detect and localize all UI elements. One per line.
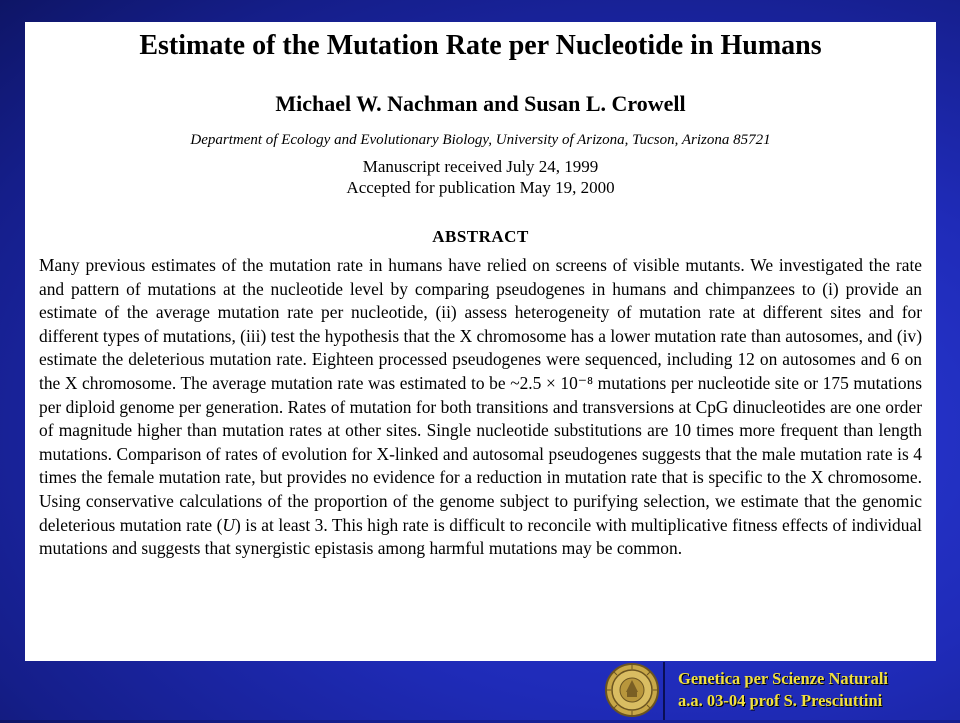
course-footer — [664, 664, 960, 720]
paper-affiliation: Department of Ecology and Evolutionary Biology, University of Arizona, Tucson, Arizona 85721 — [190, 132, 771, 148]
abstract-text — [39, 254, 922, 561]
abstract-part-1: Many previous estimates of the mutation rate in humans have relied on screens of visible mutants. We investigated the rate and pattern of mutations at the nucleotide level by comparing pseudogenes in humans and chimpanzees to (i) provide an estimate of the average mutation rate per nucleotide, (ii) assess heterogeneity of mutation rate at different sites and for different types of mutations, (iii) test the hypothesis that the X chromosome has a lower mutation rate than autosomes, and (iv) estimate the deleterious mutation rate. Eighteen processed pseudogenes were sequenced, including 12 on autosomes and 6 on the X chromosome. The average mutation rate was estimated to be — [39, 255, 922, 393]
abstract-heading: ABSTRACT — [432, 227, 529, 246]
paper-excerpt — [25, 22, 936, 661]
accepted-date: Accepted for publication May 19, 2000 — [346, 178, 615, 197]
received-date: Manuscript received July 24, 1999 — [362, 157, 599, 176]
university-seal-icon — [604, 662, 660, 718]
abstract-variable: U — [222, 514, 235, 535]
paper-authors: Michael W. Nachman and Susan L. Crowell — [275, 91, 686, 116]
course-year-professor: a.a. 03-04 prof S. Presciuttini — [678, 691, 883, 710]
paper-dates — [39, 156, 922, 198]
paper-title: Estimate of the Mutation Rate per Nucleotide in Humans — [139, 30, 822, 61]
abstract-part-2: mutations per nucleotide site or 175 mutations per diploid genome per generation. Rates of mutation for both transitions and transversions at CpG dinucleotides are one order of magnitude higher than mutation rates at other sites. Single nucleotide substitutions are 10 times more frequent than length mutations. Comparison of rates of evolution for X-linked and autosomal pseudogenes suggests that the male mutation rate is 4 times the female mutation rate, but provides no evidence for a reduction in mutation rate that is specific to the X chromosome. Using conservative calculations of the proportion of the genome subject to purifying selection, we estimate that the genomic deleterious mutation rate ( — [39, 372, 922, 535]
course-name: Genetica per Scienze Naturali — [678, 669, 889, 688]
abstract-part-3: ) is at least 3. This high rate is difficult to reconcile with multiplicative fitness effects of individual mutations and suggests that synergistic epistasis among harmful mutations may be common. — [39, 514, 922, 559]
abstract-math: ~2.5 × 10⁻⁸ — [510, 372, 594, 393]
